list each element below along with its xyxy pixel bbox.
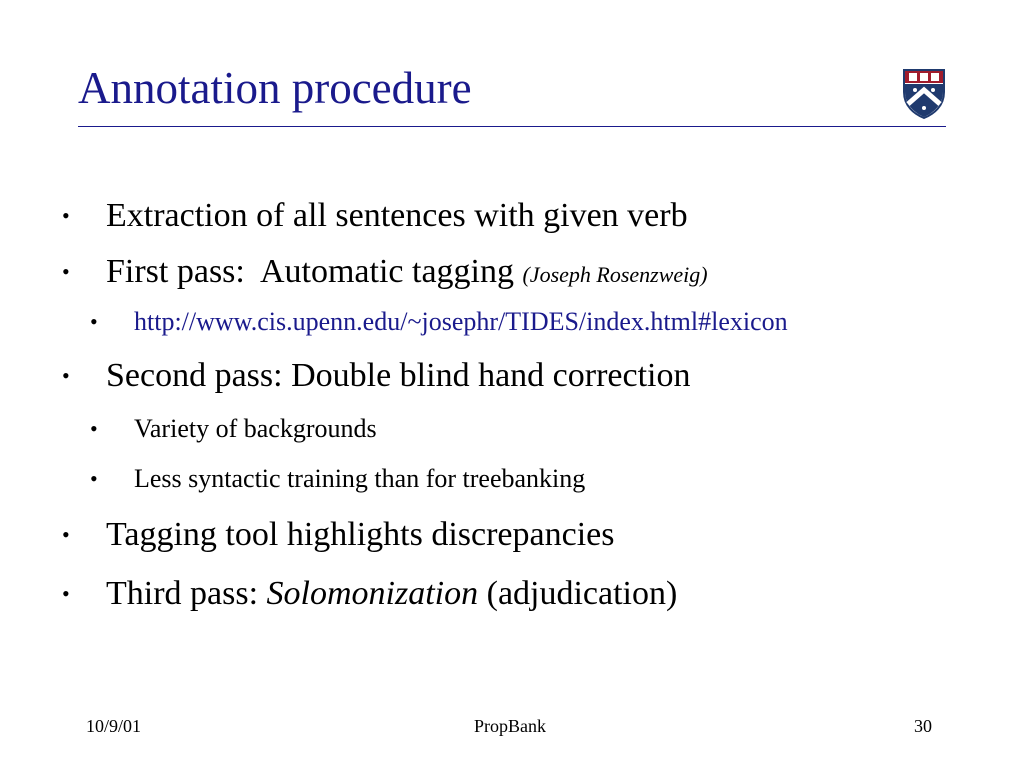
bullet-extraction — [62, 196, 688, 236]
sub-bullet-marker: • — [90, 466, 98, 491]
bullet-first-pass — [62, 252, 708, 292]
lexicon-link[interactable]: http://www.cis.upenn.edu/~josephr/TIDES/index.html#lexicon — [134, 307, 788, 336]
sub-bullet-marker: • — [90, 309, 98, 334]
university-shield-icon — [902, 68, 946, 120]
bullet-text-tail: (adjudication) — [478, 575, 678, 612]
bullet-text: Extraction of all sentences with given verb — [106, 197, 688, 234]
sub-bullet-backgrounds — [90, 413, 377, 445]
sub-bullet-marker: • — [90, 416, 98, 441]
bullet-text: Second pass: Double blind hand correction — [106, 357, 691, 394]
sub-bullet-text: Less syntactic training than for treebanking — [134, 464, 586, 493]
bullet-second-pass — [62, 356, 690, 396]
bullet-marker: • — [62, 522, 70, 547]
bullet-marker: • — [62, 581, 70, 606]
footer-page-number: 30 — [914, 716, 932, 736]
bullet-italic-term: Solomonization — [266, 575, 479, 612]
title-rule — [78, 126, 946, 127]
bullet-marker: • — [62, 259, 70, 284]
slide-title: Annotation procedure — [78, 63, 472, 113]
bullet-marker: • — [62, 203, 70, 228]
bullet-text: First pass: Automatic tagging — [106, 253, 523, 290]
bullet-marker: • — [62, 363, 70, 388]
bullet-italic-note: (Joseph Rosenzweig) — [522, 262, 708, 287]
bullet-third-pass — [62, 574, 677, 614]
bullet-text: Tagging tool highlights discrepancies — [106, 516, 615, 553]
sub-bullet-text: Variety of backgrounds — [134, 414, 377, 443]
footer-title: PropBank — [474, 716, 546, 736]
sub-bullet-link — [90, 306, 788, 338]
footer-date: 10/9/01 — [86, 716, 142, 736]
sub-bullet-training — [90, 463, 585, 495]
bullet-text: Third pass: — [106, 575, 267, 612]
bullet-tagging-tool — [62, 515, 614, 555]
